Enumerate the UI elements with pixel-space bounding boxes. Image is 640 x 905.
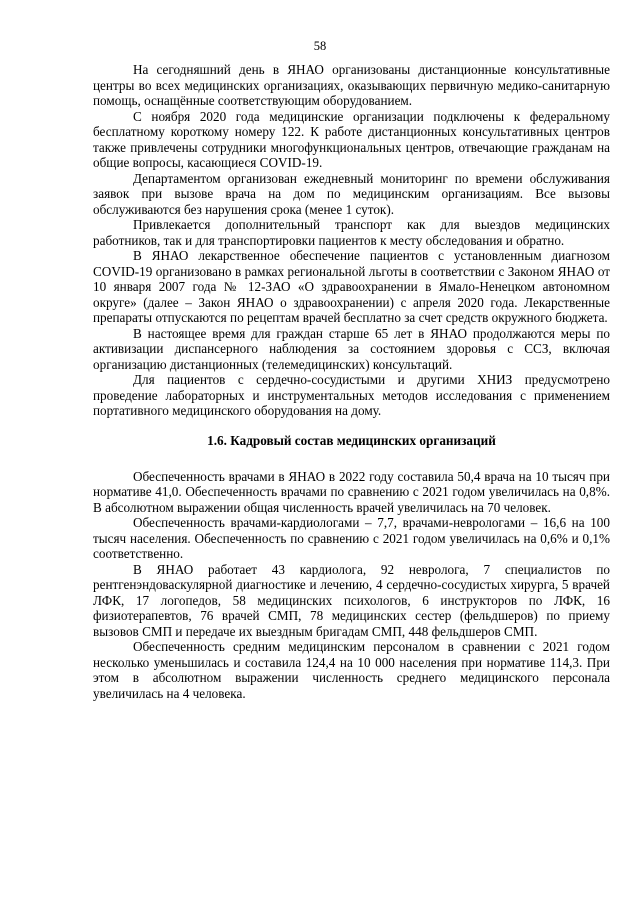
paragraph-monitoring: Департаментом организован ежедневный мониторинг по времени обслуживания заявок при вызове врача на дом по медицинским организациям. Все вызовы обслуживаются без нарушения срока (менее 1 суток). bbox=[93, 170, 610, 217]
paragraph-drug-supply: В ЯНАО лекарственное обеспечение пациентов с установленным диагнозом COVID-19 организовано в рамках региональной льготы в соответствии с Законом ЯНАО от 10 января 2007 года № 12-ЗАО «О здравоохранении в Ямало-Ненецком автономном округе» (далее – Закон ЯНАО о здравоохранении) с апреля 2020 года. Лекарственные препараты отпускаются по рецептам врачей бесплатно за счет средств окружного бюджета. bbox=[93, 248, 610, 325]
paragraph-specialists-count: В ЯНАО работает 43 кардиолога, 92 невролога, 7 специалистов по рентгенэндоваскулярной диагностике и лечению, 4 сердечно-сосудистых хирурга, 5 врачей ЛФК, 17 логопедов, 58 медицинских психологов, 6 инструкторов по ЛФК, 16 физиотерапевтов, 76 врачей СМП, 78 медицинских сестер (фельдшеров) по приему вызовов СМП и передаче их выездным бригадам СМП, 448 фельдшеров СМП. bbox=[93, 561, 610, 639]
paragraph-transport: Привлекается дополнительный транспорт как для выездов медицинских работников, так и для транспортировки пациентов к месту обследования и обратно. bbox=[93, 217, 610, 248]
page-number: 58 bbox=[313, 39, 327, 53]
paragraph-home-diagnostics: Для пациентов с сердечно-сосудистыми и другими ХНИЗ предусмотрено проведение лабораторных и инструментальных методов исследования с применением портативного медицинского оборудования на дому. bbox=[93, 372, 610, 418]
paragraph-cardio-neuro-coverage: Обеспеченность врачами-кардиологами – 7,7, врачами-неврологами – 16,6 на 100 тысяч населения. Обеспеченность по сравнению с 2021 годом увеличилась на 0,6% и 0,1% соответственно. bbox=[93, 515, 610, 561]
paragraph-nursing-staff: Обеспеченность средним медицинским персоналом в сравнении с 2021 годом несколько уменьшилась и составила 124,4 на 10 000 населения при нормативе 114,3. При этом в абсолютном выражении численность среднего медицинского персонала увеличилась на 4 человека. bbox=[93, 639, 610, 701]
paragraph-doctor-coverage: Обеспеченность врачами в ЯНАО в 2022 году составила 50,4 врача на 10 тысяч при нормативе 41,0. Обеспеченность врачами по сравнению с 2021 годом увеличилась на 0,8%. В абсолютном выражении общая численность врачей увеличилась на 70 человек. bbox=[93, 468, 610, 515]
paragraph-remote-centers: На сегодняшний день в ЯНАО организованы дистанционные консультативные центры во всех медицинских организациях, оказывающих первичную медико-санитарную помощь, оснащённые соответствующим оборудованием. bbox=[93, 62, 610, 108]
page-content bbox=[93, 62, 610, 701]
paragraph-elderly-monitoring: В настоящее время для граждан старше 65 лет в ЯНАО продолжаются меры по активизации диспансерного наблюдения за состоянием здоровья с ССЗ, включая организацию дистанционных (телемедицинских) консультаций. bbox=[93, 325, 610, 372]
paragraph-hotline-122: С ноября 2020 года медицинские организации подключены к федеральному бесплатному короткому номеру 122. К работе дистанционных консультативных центров также привлечены сотрудники многофункциональных центров, отвечающие гражданам на общие вопросы, касающиеся COVID-19. bbox=[93, 108, 610, 170]
section-heading-staffing: 1.6. Кадровый состав медицинских организаций bbox=[207, 432, 496, 448]
